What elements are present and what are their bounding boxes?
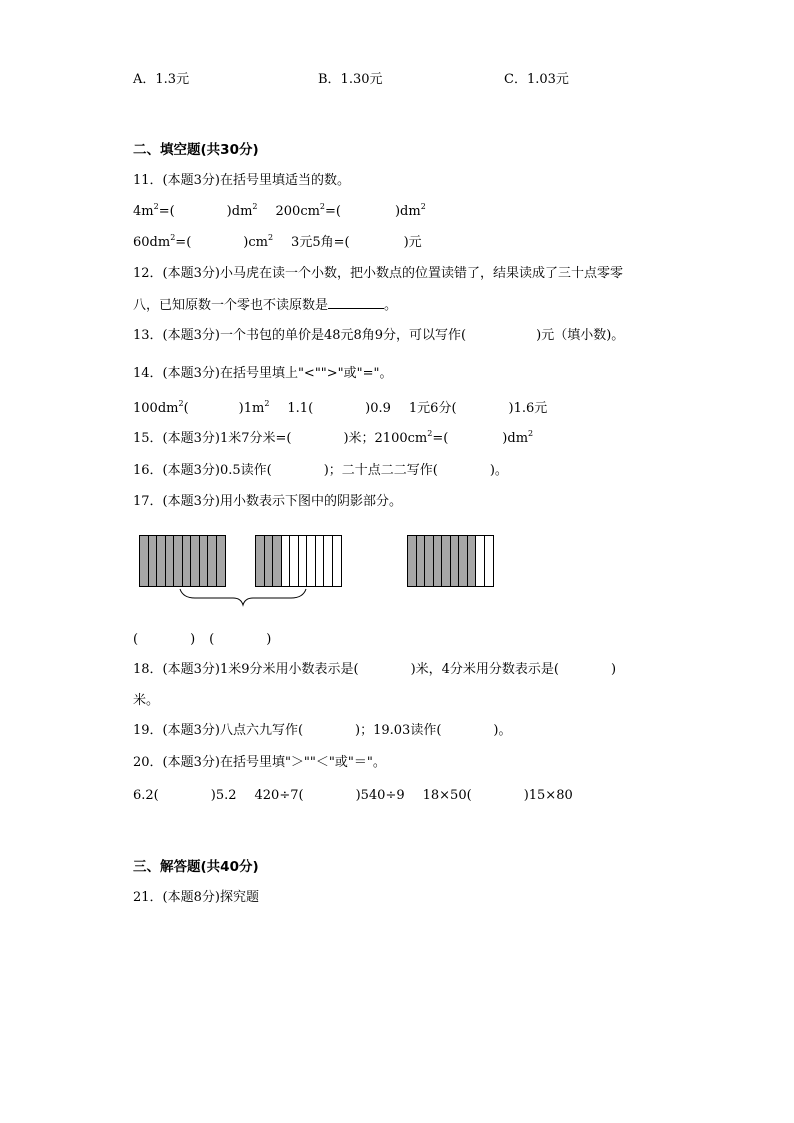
shaded-cell bbox=[140, 536, 149, 586]
question-20-stem: 20．(本题3分)在括号里填"＞""＜"或"＝"。 bbox=[133, 755, 386, 770]
shaded-cell bbox=[191, 536, 200, 586]
shaded-cell bbox=[149, 536, 158, 586]
section-title-fill-blank: 二、填空题(共30分) bbox=[133, 142, 259, 158]
question-17-stem: 17．(本题3分)用小数表示下图中的阴影部分。 bbox=[133, 494, 402, 509]
shaded-cell bbox=[265, 536, 274, 586]
blank-cell bbox=[299, 536, 308, 586]
question-13: 13．(本题3分)一个书包的单价是48元8角9分，可以写作( )元（填小数)。 bbox=[133, 328, 625, 343]
shaded-cell bbox=[217, 536, 226, 586]
shaded-cell bbox=[256, 536, 265, 586]
shaded-grid-1 bbox=[139, 535, 226, 587]
shaded-cell bbox=[459, 536, 468, 586]
question-20-row: 6.2( )5.2 420÷7( )540÷9 18×50( )15×80 bbox=[133, 788, 573, 803]
shaded-cell bbox=[442, 536, 451, 586]
blank-cell bbox=[324, 536, 333, 586]
question-12-line-2: 八，已知原数一个零也不读原数是 。 bbox=[133, 298, 398, 313]
blank-cell bbox=[476, 536, 485, 586]
shaded-cell bbox=[166, 536, 175, 586]
question-15: 15．(本题3分)1米7分米=( )米；$2100cm^2=$( )$dm^2$ bbox=[133, 429, 534, 446]
answer-blank[interactable] bbox=[328, 296, 384, 309]
question-16: 16．(本题3分)0.5读作( )；二十点二二写作( )。 bbox=[133, 463, 508, 478]
blank-cell bbox=[485, 536, 494, 586]
blank-cell bbox=[307, 536, 316, 586]
shaded-cell bbox=[468, 536, 477, 586]
shaded-cell bbox=[174, 536, 183, 586]
question-21-stem: 21．(本题8分)探究题 bbox=[133, 890, 259, 905]
question-18-line-2: 米。 bbox=[133, 693, 160, 708]
question-11-row-1: $4m^2=$( )$dm^2$ $200cm^2=$( )$dm^2$ bbox=[133, 202, 426, 219]
shaded-grid-2 bbox=[255, 535, 342, 587]
blank-cell bbox=[333, 536, 342, 586]
blank-cell bbox=[290, 536, 299, 586]
blank-cell bbox=[316, 536, 325, 586]
question-14-row: $100dm^2$( )$1m^2$ 1.1( )0.9 1元6分( )1.6元 bbox=[133, 399, 548, 416]
question-19: 19．(本题3分)八点六九写作( )；19.03读作( )。 bbox=[133, 723, 512, 738]
question-17-answers: ( ) ( ) bbox=[133, 632, 272, 647]
question-12-line-1: 12．(本题3分)小马虎在读一个小数，把小数点的位置读错了，结果读成了三十点零零 bbox=[133, 266, 623, 281]
brace-icon bbox=[175, 588, 315, 608]
shaded-grid-3 bbox=[407, 535, 494, 587]
shaded-cell bbox=[434, 536, 443, 586]
blank-cell bbox=[282, 536, 291, 586]
shaded-cell bbox=[208, 536, 217, 586]
question-14-stem: 14．(本题3分)在括号里填上"<"">"或"="。 bbox=[133, 366, 393, 381]
question-11-stem: 11．(本题3分)在括号里填适当的数。 bbox=[133, 173, 350, 188]
option-c: C．1.03元 bbox=[504, 72, 569, 87]
shaded-cell bbox=[408, 536, 417, 586]
shaded-cell bbox=[200, 536, 209, 586]
shaded-cell bbox=[157, 536, 166, 586]
question-18-line-1: 18．(本题3分)1米9分米用小数表示是( )米，4分米用分数表示是( ) bbox=[133, 662, 617, 677]
option-b: B．1.30元 bbox=[318, 72, 383, 87]
section-title-answer: 三、解答题(共40分) bbox=[133, 859, 259, 875]
shaded-cell bbox=[425, 536, 434, 586]
shaded-cell bbox=[451, 536, 460, 586]
shaded-cell bbox=[417, 536, 426, 586]
shaded-cell bbox=[273, 536, 282, 586]
question-11-row-2: $60dm^2=$( )$cm^2$ 3元5角=( )元 bbox=[133, 233, 422, 250]
shaded-cell bbox=[183, 536, 192, 586]
option-a: A．1.3元 bbox=[133, 72, 190, 87]
